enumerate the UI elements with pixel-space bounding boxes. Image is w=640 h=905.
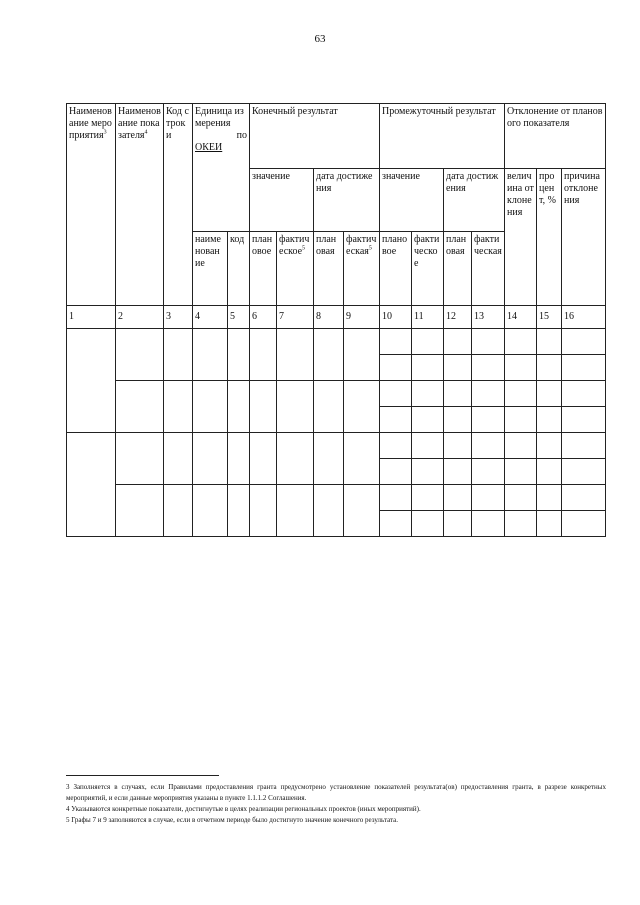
cell-interim-date-planned[interactable] [444, 355, 472, 381]
cell-deviation-reason[interactable] [562, 329, 606, 355]
table-row [67, 433, 606, 459]
cell-row-code[interactable] [164, 381, 193, 433]
column-number: 16 [562, 306, 606, 329]
header-unit-name: наименование [193, 232, 228, 306]
header-deviation-reason: причина отклонения [562, 169, 606, 306]
cell-interim-actual[interactable] [412, 355, 444, 381]
cell-interim-planned[interactable] [380, 459, 412, 485]
footnotes [66, 782, 606, 826]
header-final-date: дата достижения [314, 169, 380, 232]
header-interim-date-planned: плановая [444, 232, 472, 306]
cell-unit-code[interactable] [228, 381, 250, 433]
cell-interim-date-actual[interactable] [472, 485, 505, 511]
column-numbers-row [67, 306, 606, 329]
okei-link: ОКЕИ [195, 142, 223, 153]
cell-interim-actual[interactable] [412, 407, 444, 433]
cell-interim-planned[interactable] [380, 485, 412, 511]
report-table [66, 103, 606, 537]
column-number: 8 [314, 306, 344, 329]
cell-deviation-value[interactable] [505, 485, 537, 511]
cell-interim-date-actual[interactable] [472, 407, 505, 433]
cell-row-code[interactable] [164, 485, 193, 537]
cell-final-planned[interactable] [250, 433, 277, 485]
column-number: 11 [412, 306, 444, 329]
column-number: 3 [164, 306, 193, 329]
cell-interim-actual[interactable] [412, 381, 444, 407]
table-row [67, 329, 606, 355]
column-number: 5 [228, 306, 250, 329]
table-row [67, 485, 606, 511]
cell-interim-date-planned[interactable] [444, 433, 472, 459]
cell-interim-date-planned[interactable] [444, 381, 472, 407]
header-final-result: Конечный результат [250, 104, 380, 169]
cell-interim-date-planned[interactable] [444, 511, 472, 537]
cell-final-actual[interactable] [277, 433, 314, 485]
column-number: 4 [193, 306, 228, 329]
column-number: 6 [250, 306, 277, 329]
cell-deviation-value[interactable] [505, 355, 537, 381]
cell-row-code[interactable] [164, 329, 193, 381]
cell-final-date-planned[interactable] [314, 485, 344, 537]
cell-final-date-actual[interactable] [344, 329, 380, 381]
column-number: 12 [444, 306, 472, 329]
page-number: 63 [314, 33, 326, 45]
header-interim-planned: плановое [380, 232, 412, 306]
cell-deviation-value[interactable] [505, 381, 537, 407]
cell-final-date-actual[interactable] [344, 433, 380, 485]
cell-deviation-percent[interactable] [537, 511, 562, 537]
cell-deviation-reason[interactable] [562, 459, 606, 485]
cell-deviation-reason[interactable] [562, 407, 606, 433]
cell-unit-code[interactable] [228, 485, 250, 537]
header-row-code: Код строки [164, 104, 193, 306]
cell-interim-date-planned[interactable] [444, 329, 472, 355]
cell-event[interactable] [67, 433, 116, 537]
cell-indicator[interactable] [116, 381, 164, 433]
cell-deviation-reason[interactable] [562, 511, 606, 537]
header-final-value: значение [250, 169, 314, 232]
cell-interim-date-planned[interactable] [444, 485, 472, 511]
cell-deviation-reason[interactable] [562, 381, 606, 407]
cell-unit-name[interactable] [193, 485, 228, 537]
cell-final-date-planned[interactable] [314, 381, 344, 433]
cell-unit-code[interactable] [228, 329, 250, 381]
cell-interim-date-actual[interactable] [472, 433, 505, 459]
cell-final-planned[interactable] [250, 381, 277, 433]
cell-deviation-percent[interactable] [537, 381, 562, 407]
cell-final-planned[interactable] [250, 329, 277, 381]
footnote-4: 4 Указываются конкретные показатели, достигнутые в целях реализации региональных проектов (иных мероприятий). [66, 805, 421, 813]
cell-deviation-value[interactable] [505, 433, 537, 459]
cell-interim-date-actual[interactable] [472, 381, 505, 407]
cell-unit-code[interactable] [228, 433, 250, 485]
cell-final-date-planned[interactable] [314, 329, 344, 381]
header-indicator-name: Наименование показателя$^4$ [116, 104, 164, 306]
cell-deviation-percent[interactable] [537, 355, 562, 381]
header-unit-group: Единица измерения по ОКЕИ [193, 104, 250, 232]
cell-interim-date-planned[interactable] [444, 459, 472, 485]
header-event-name: Наименование мероприятия$^3$ [67, 104, 116, 306]
cell-deviation-reason[interactable] [562, 485, 606, 511]
cell-unit-name[interactable] [193, 433, 228, 485]
header-interim-result: Промежуточный результат [380, 104, 505, 169]
cell-interim-planned[interactable] [380, 511, 412, 537]
cell-deviation-reason[interactable] [562, 433, 606, 459]
header-unit-code: код [228, 232, 250, 306]
header-final-date-actual: фактическая$^5$ [344, 232, 380, 306]
header-interim-date: дата достижения [444, 169, 505, 232]
table-row [67, 381, 606, 407]
cell-interim-date-actual[interactable] [472, 511, 505, 537]
cell-deviation-value[interactable] [505, 459, 537, 485]
header-interim-actual: фактическое [412, 232, 444, 306]
cell-interim-planned[interactable] [380, 407, 412, 433]
cell-deviation-percent[interactable] [537, 485, 562, 511]
cell-deviation-value[interactable] [505, 407, 537, 433]
cell-deviation-percent[interactable] [537, 329, 562, 355]
cell-indicator[interactable] [116, 329, 164, 381]
cell-deviation-value[interactable] [505, 511, 537, 537]
cell-indicator[interactable] [116, 485, 164, 537]
cell-deviation-percent[interactable] [537, 433, 562, 459]
header-final-planned: плановое [250, 232, 277, 306]
cell-final-planned[interactable] [250, 485, 277, 537]
column-number: 7 [277, 306, 314, 329]
cell-final-date-actual[interactable] [344, 485, 380, 537]
cell-final-date-actual[interactable] [344, 381, 380, 433]
column-number: 13 [472, 306, 505, 329]
cell-interim-actual[interactable] [412, 485, 444, 511]
header-final-actual: фактическое$^5$ [277, 232, 314, 306]
cell-final-actual[interactable] [277, 329, 314, 381]
column-number: 2 [116, 306, 164, 329]
cell-indicator[interactable] [116, 433, 164, 485]
cell-unit-name[interactable] [193, 329, 228, 381]
header-deviation-percent: процент, % [537, 169, 562, 306]
cell-interim-planned[interactable] [380, 381, 412, 407]
cell-final-actual[interactable] [277, 381, 314, 433]
header-interim-value: значение [380, 169, 444, 232]
footnote-5: 5 Графы 7 и 9 заполняются в случае, если в отчетном периоде было достигнуто значение конечного результата. [66, 816, 399, 824]
cell-unit-name[interactable] [193, 381, 228, 433]
cell-interim-actual[interactable] [412, 433, 444, 459]
cell-deviation-reason[interactable] [562, 355, 606, 381]
cell-interim-actual[interactable] [412, 459, 444, 485]
header-deviation-value: величина отклонения [505, 169, 537, 306]
column-number: 1 [67, 306, 116, 329]
cell-interim-date-actual[interactable] [472, 355, 505, 381]
cell-deviation-percent[interactable] [537, 407, 562, 433]
column-number: 14 [505, 306, 537, 329]
header-deviation: Отклонение от планового показателя [505, 104, 606, 169]
cell-interim-actual[interactable] [412, 511, 444, 537]
cell-interim-date-actual[interactable] [472, 459, 505, 485]
header-interim-date-actual: фактическая [472, 232, 505, 306]
header-final-date-planned: плановая [314, 232, 344, 306]
cell-interim-planned[interactable] [380, 355, 412, 381]
cell-final-actual[interactable] [277, 485, 314, 537]
cell-event[interactable] [67, 329, 116, 433]
footnote-divider [66, 775, 219, 776]
cell-deviation-percent[interactable] [537, 459, 562, 485]
column-number: 15 [537, 306, 562, 329]
cell-interim-date-planned[interactable] [444, 407, 472, 433]
column-number: 9 [344, 306, 380, 329]
cell-interim-date-actual[interactable] [472, 329, 505, 355]
cell-interim-planned[interactable] [380, 329, 412, 355]
cell-interim-planned[interactable] [380, 433, 412, 459]
footnote-3: 3 Заполняется в случаях, если Правилами предоставления гранта предусмотрено установление показателей результата(ов) предоставления гранта, в разрезе конкретных мероприятий, и если данные мероприятия указаны в пункте 1.1.1.2 Соглашения. [66, 783, 606, 802]
cell-row-code[interactable] [164, 433, 193, 485]
cell-interim-actual[interactable] [412, 329, 444, 355]
column-number: 10 [380, 306, 412, 329]
cell-deviation-value[interactable] [505, 329, 537, 355]
cell-final-date-planned[interactable] [314, 433, 344, 485]
